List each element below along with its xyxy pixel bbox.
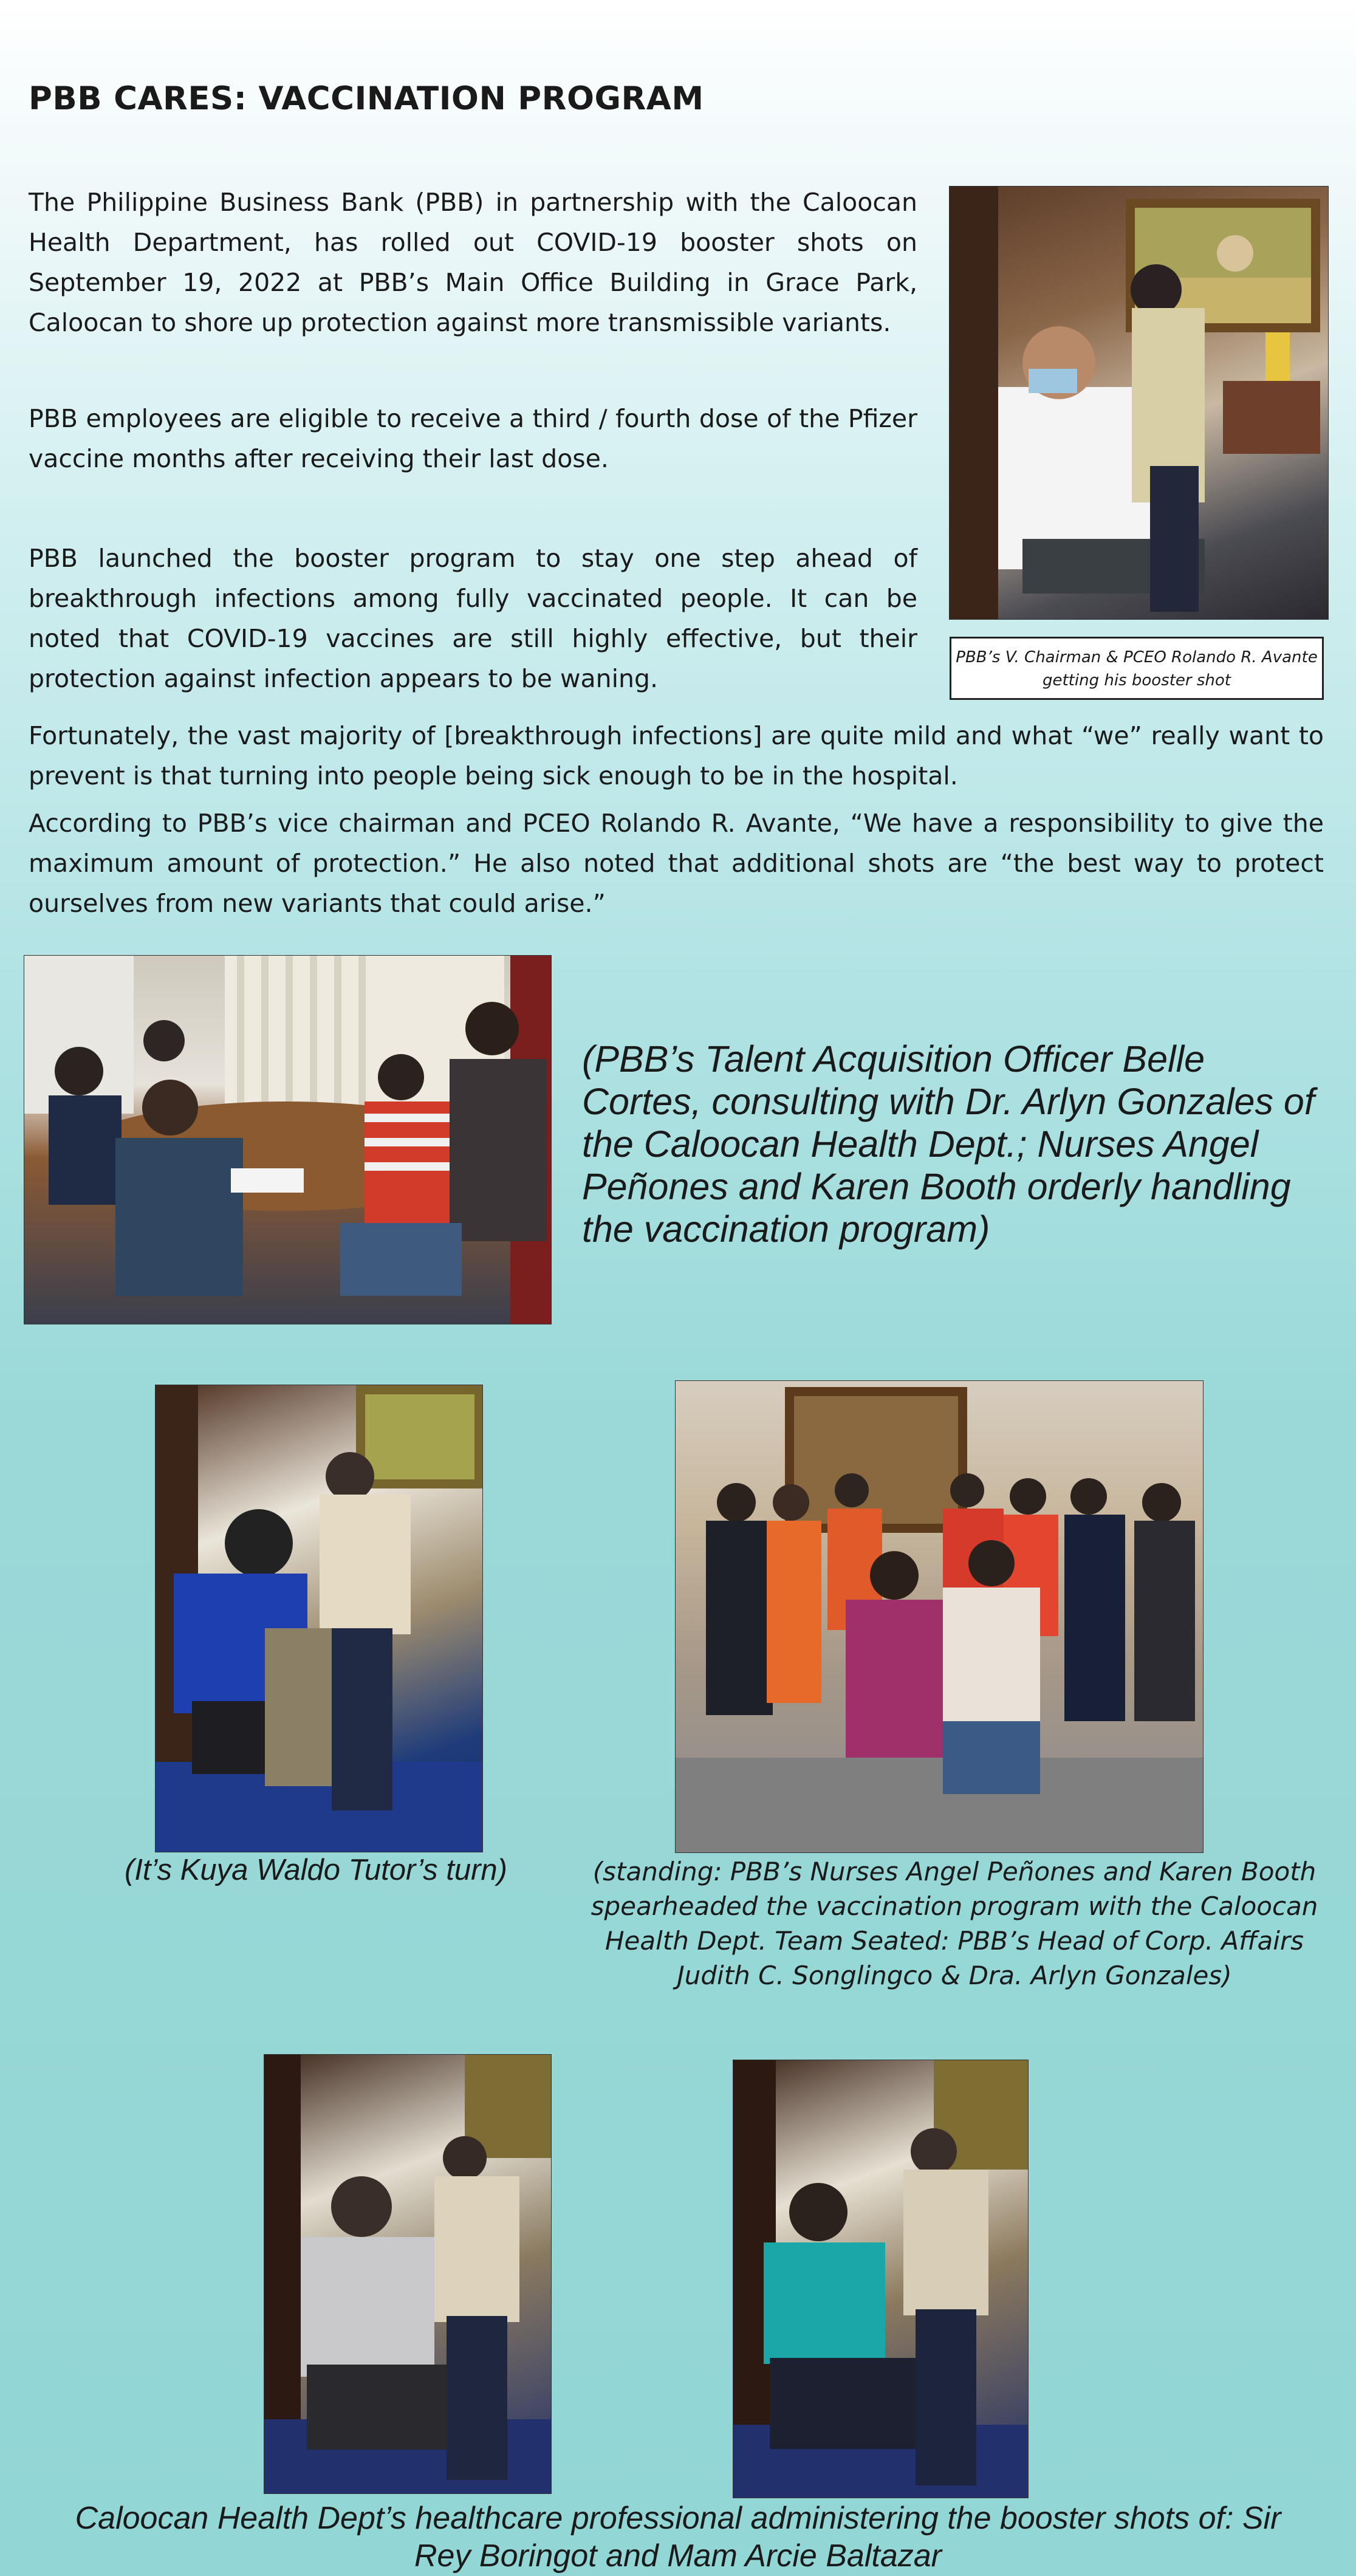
paragraph-booster-program: PBB launched the booster program to stay one step ahead of breakthrough infections among fully vaccinated people. It can be noted that COVID-19 vaccines are still highly effective, but their protection against infection appears to be waning. <box>29 544 917 693</box>
caption-group: (standing: PBB’s Nurses Angel Peñones and Karen Booth spearheaded the vaccination program with the Caloocan Health Dept. Team Seated: PBB’s Head of Corp. Affairs Judith C. Songlingco & Dra. Arlyn Gonzales) <box>591 1857 1318 1990</box>
paragraph-quote: According to PBB’s vice chairman and PCEO Rolando R. Avante, “We have a responsibility to give the maximum amount of protection.” He also noted that additional shots are “the best way to protect ourselves from new variants that could arise.” <box>29 809 1324 918</box>
photo-avante-illustration <box>950 187 1328 619</box>
photo-rey-illustration <box>264 2055 551 2493</box>
photo-consultation <box>24 955 552 1324</box>
photo-waldo-tutor <box>155 1385 483 1852</box>
photo-arcie-illustration <box>733 2060 1028 2498</box>
photo-consultation-illustration <box>24 956 551 1324</box>
caption-consultation: (PBB’s Talent Acquisition Officer Belle Cortes, consulting with Dr. Arlyn Gonzales of the Caloocan Health Dept.; Nurses Angel Peñones and Karen Booth orderly handling the vaccination program) <box>582 1038 1315 1250</box>
photo-group <box>675 1380 1204 1853</box>
caption-waldo: (It’s Kuya Waldo Tutor’s turn) <box>125 1854 507 1886</box>
caption-bottom: Caloocan Health Dept’s healthcare professional administering the booster shots of: Sir Rey Boringot and Mam Arcie Baltazar <box>75 2501 1281 2574</box>
paragraph-eligibility: PBB employees are eligible to receive a third / fourth dose of the Pfizer vaccine months after receiving their last dose. <box>29 404 917 473</box>
photo-avante-booster <box>949 186 1329 620</box>
page-title: PBB CARES: VACCINATION PROGRAM <box>29 80 704 117</box>
photo-rey-boringot <box>264 2054 552 2494</box>
paragraph-intro: The Philippine Business Bank (PBB) in partnership with the Caloocan Health Department, has rolled out COVID-19 booster shots on September 19, 2022 at PBB’s Main Office Building in Grace Park, Caloocan to shore up protection against more transmissible variants. <box>29 188 917 337</box>
paragraph-breakthrough: Fortunately, the vast majority of [breakthrough infections] are quite mild and what “we” really want to prevent is that turning into people being sick enough to be in the hospital. <box>29 721 1324 790</box>
caption-avante: PBB’s V. Chairman & PCEO Rolando R. Avante getting his booster shot <box>950 637 1324 700</box>
photo-waldo-illustration <box>156 1385 482 1852</box>
photo-arcie-baltazar <box>733 2060 1029 2498</box>
photo-group-illustration <box>676 1381 1203 1852</box>
